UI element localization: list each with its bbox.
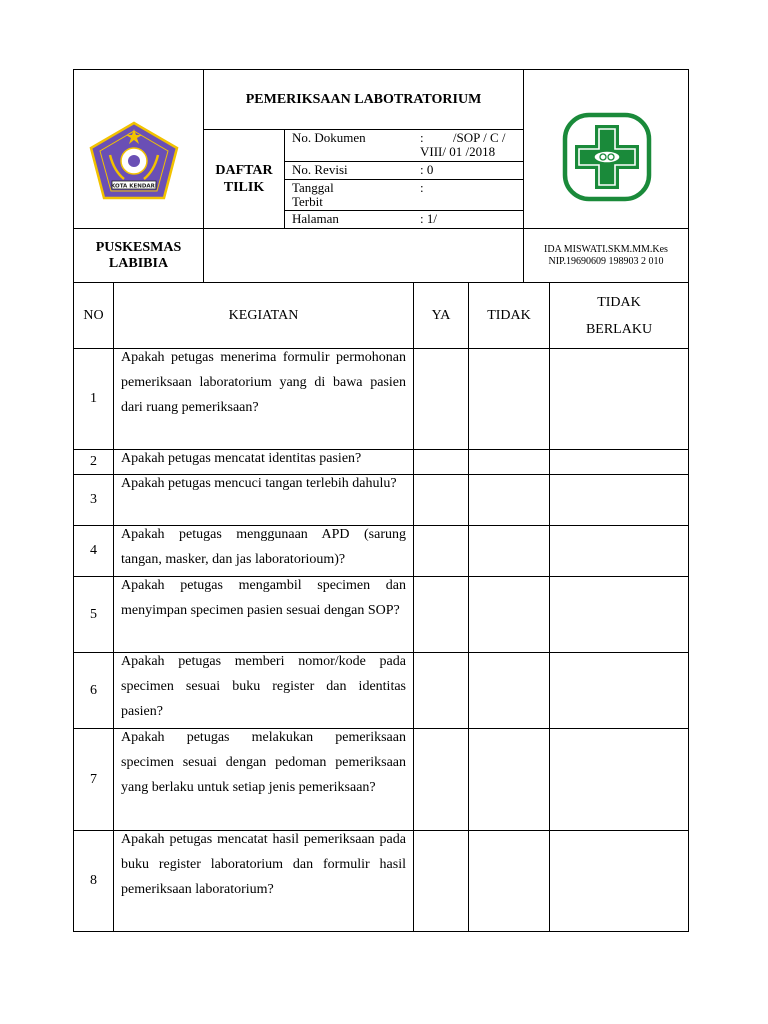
table-row-kegiatan: Apakah petugas memberi nomor/kode pada specimen sesuai buku register dan identitas pasien? bbox=[121, 654, 406, 720]
puskesmas-cross-logo bbox=[561, 111, 653, 203]
column-header-ya: YA bbox=[431, 307, 451, 323]
org-name-cell bbox=[74, 229, 203, 282]
doc-field-label-halaman: Halaman bbox=[292, 211, 339, 226]
logo-banner-text: KOTA KENDARI bbox=[111, 183, 157, 190]
signatory-cell bbox=[524, 229, 688, 282]
column-header-tidak-berlaku bbox=[550, 283, 688, 348]
table-row-number: 8 bbox=[90, 873, 97, 888]
org-name: PUSKESMAS LABIBIA bbox=[95, 239, 182, 271]
doc-field-value-no-dokumen: : /SOP / C / VIII/ 01 /2018 bbox=[420, 130, 509, 159]
doc-field-label-no-dokumen: No. Dokumen bbox=[292, 130, 366, 145]
signatory-name: IDA MISWATI.SKM.MM.Kes bbox=[544, 243, 668, 255]
table-row-kegiatan: Apakah petugas mencatat identitas pasien? bbox=[121, 451, 362, 466]
doc-field-label-tanggal-terbit: Tanggal Terbit bbox=[292, 180, 334, 209]
table-row-kegiatan: Apakah petugas mencuci tangan terlebih dahulu? bbox=[121, 476, 397, 491]
signatory-nip: NIP.19690609 198903 2 010 bbox=[548, 255, 664, 267]
table-row-number: 1 bbox=[90, 391, 97, 406]
table-row-number: 4 bbox=[90, 543, 97, 558]
table-row-number: 2 bbox=[90, 454, 97, 469]
table-row-kegiatan: Apakah petugas menggunaan APD (sarung tangan, masker, dan jas laboratorioum)? bbox=[121, 527, 406, 568]
column-header-no: NO bbox=[83, 307, 104, 323]
column-header-tidak: TIDAK bbox=[487, 307, 531, 323]
table-row-kegiatan: Apakah petugas mengambil specimen dan menyimpan specimen pasien sesuai dengan SOP? bbox=[121, 578, 406, 619]
column-header-kegiatan: KEGIATAN bbox=[228, 307, 299, 323]
table-row-number: 5 bbox=[90, 606, 97, 622]
column-header-tidak-berlaku-text: TIDAK BERLAKU bbox=[585, 294, 653, 337]
doc-field-value-no-revisi: : 0 bbox=[420, 162, 434, 177]
table-row-number: 7 bbox=[90, 771, 97, 787]
doc-field-value-tanggal-terbit: : bbox=[420, 180, 424, 195]
table-row-kegiatan: Apakah petugas menerima formulir permohonan pemeriksaan laboratorium yang di bawa pasien dari ruang pemeriksaan? bbox=[121, 350, 406, 416]
table-row-kegiatan: Apakah petugas mencatat hasil pemeriksaan pada buku register laboratorium dan formulir hasil pemeriksaan laboratorium? bbox=[121, 832, 406, 898]
doc-field-label-no-revisi: No. Revisi bbox=[292, 162, 348, 177]
daftar-tilik-cell bbox=[204, 130, 284, 228]
table-row-number: 6 bbox=[90, 682, 97, 698]
table-row-number: 3 bbox=[90, 492, 97, 507]
document-title-text: PEMERIKSAAN LABOTRATORIUM bbox=[245, 91, 482, 107]
daftar-tilik-label: DAFTAR TILIK bbox=[215, 163, 273, 195]
table-row-kegiatan: Apakah petugas melakukan pemeriksaan specimen sesuai dengan pedoman pemeriksaan yang berlaku untuk setiap jenis pemeriksaan? bbox=[121, 730, 406, 796]
kota-kendari-logo bbox=[88, 121, 180, 201]
doc-field-value-halaman: : 1/ bbox=[420, 211, 437, 226]
document-title bbox=[204, 70, 523, 129]
